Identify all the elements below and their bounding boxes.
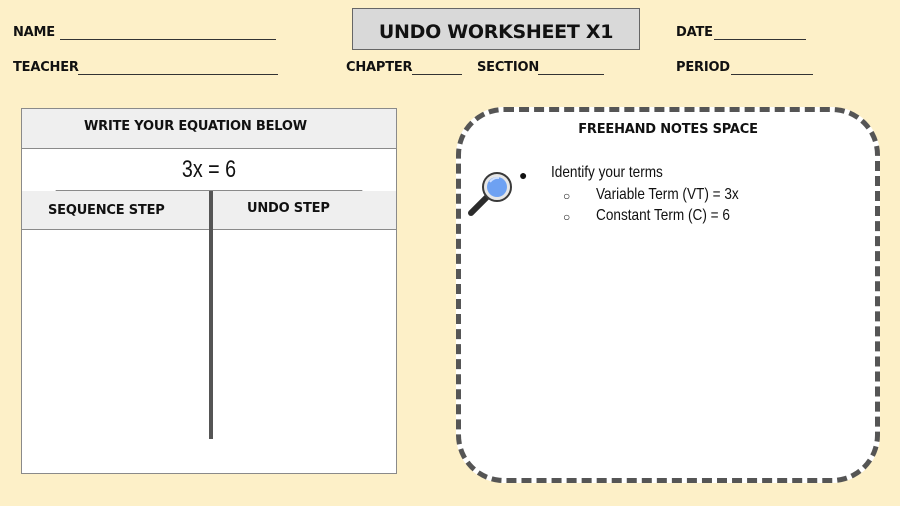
- freehand-notes-panel[interactable]: [456, 107, 880, 483]
- name-field[interactable]: [60, 39, 276, 40]
- sub-bullet: ○: [563, 210, 571, 224]
- equation-header-label: WRITE YOUR EQUATION BELOW: [84, 119, 307, 134]
- equation-table-header: [22, 109, 396, 149]
- equation-text[interactable]: 3x = 6: [56, 149, 363, 191]
- notes-title: FREEHAND NOTES SPACE: [578, 122, 758, 137]
- note-item: Identify your terms: [551, 164, 663, 181]
- magnifying-glass-icon: [466, 170, 514, 222]
- date-field[interactable]: [714, 39, 806, 40]
- section-label: SECTION: [477, 60, 540, 75]
- sub-bullet: ○: [563, 189, 571, 203]
- name-label: NAME: [13, 25, 55, 40]
- chapter-label: CHAPTER: [346, 60, 413, 75]
- sequence-step-column[interactable]: [22, 230, 209, 473]
- undo-step-column[interactable]: [213, 230, 396, 473]
- note-subitem: Variable Term (VT) = 3x: [596, 186, 739, 203]
- date-label: DATE: [676, 25, 713, 40]
- section-field[interactable]: [538, 74, 604, 75]
- teacher-field[interactable]: [78, 74, 278, 75]
- note-subitem: Constant Term (C) = 6: [596, 207, 730, 224]
- chapter-field[interactable]: [412, 74, 462, 75]
- note-bullet: ●: [519, 167, 528, 183]
- undo-step-header: UNDO STEP: [247, 201, 330, 216]
- sequence-step-header: SEQUENCE STEP: [48, 203, 165, 218]
- worksheet-title-box: [352, 8, 640, 50]
- teacher-label: TEACHER: [13, 60, 79, 75]
- period-field[interactable]: [731, 74, 813, 75]
- worksheet-title: UNDO WORKSHEET X1: [378, 21, 614, 43]
- column-divider: [209, 191, 213, 439]
- period-label: PERIOD: [676, 60, 730, 75]
- equation-table: [21, 108, 397, 474]
